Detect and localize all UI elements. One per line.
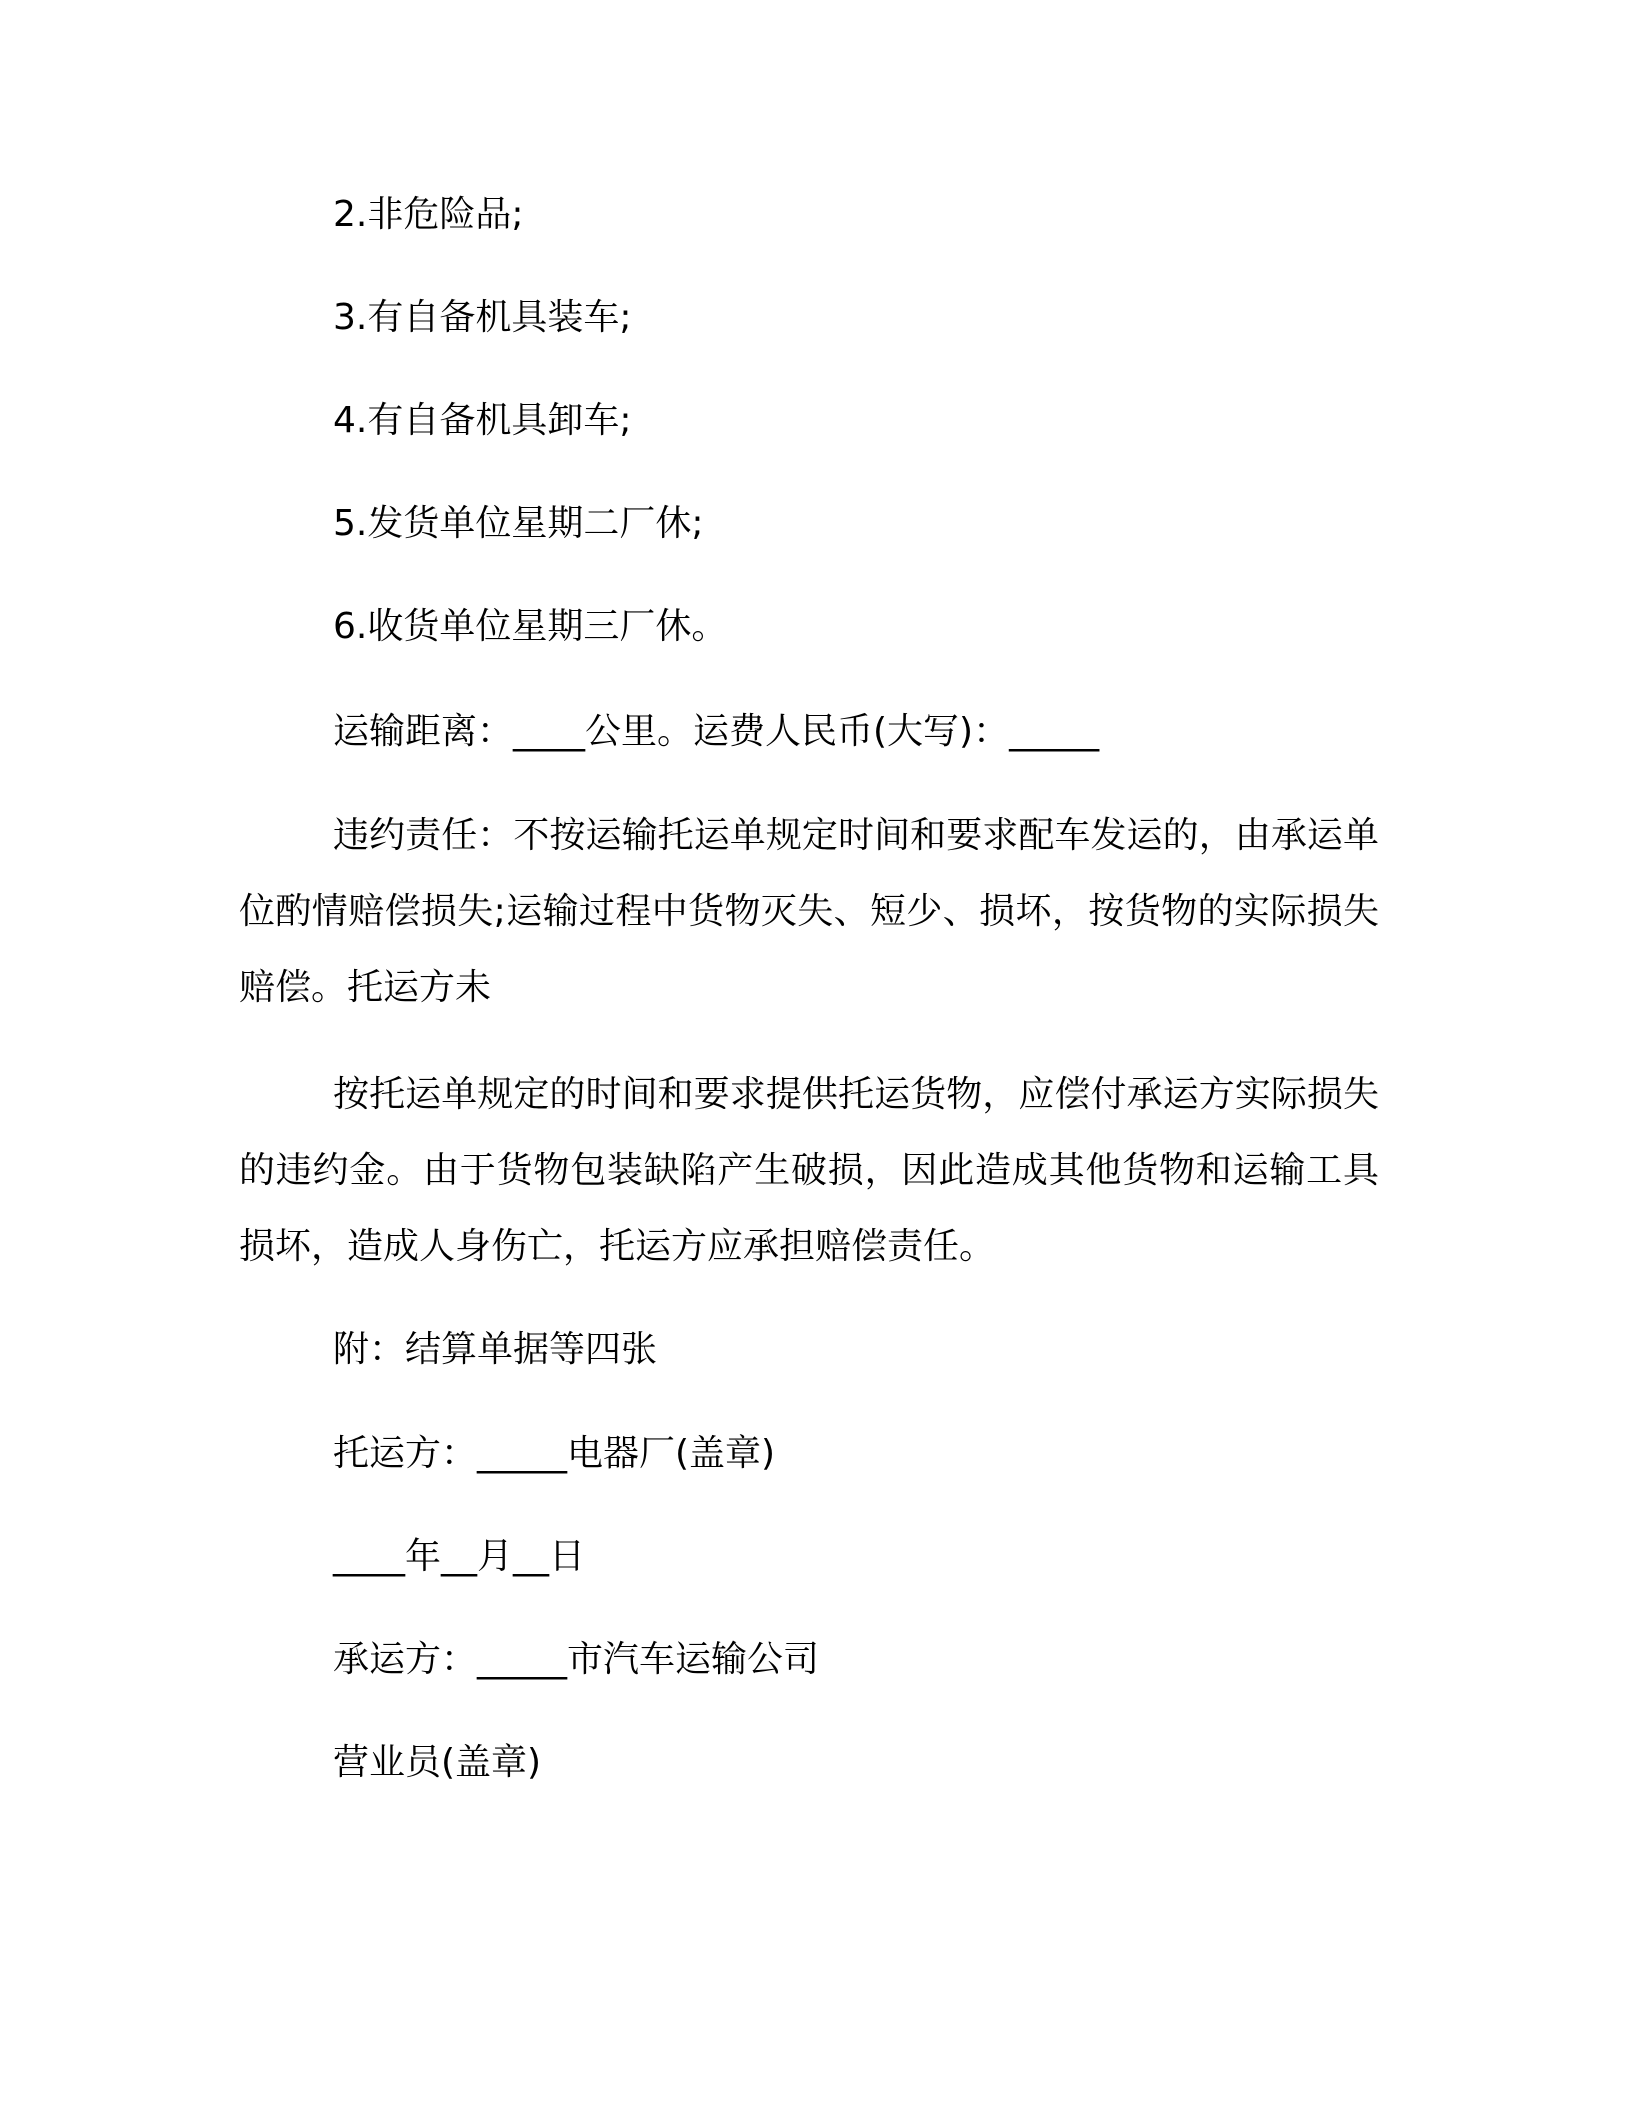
carrier-signature-line: 承运方：_____市汽车运输公司: [333, 1639, 820, 1680]
item-self-unloading: 4.有自备机具卸车;: [333, 400, 632, 441]
date-line: ____年__月__日: [333, 1536, 586, 1577]
liability-continuation-paragraph: 按托运单规定的时间和要求提供托运货物，应偿付承运方实际损失的违约金。由于货物包装缺陷产生破损，因此造成其他货物和运输工具损坏，造成人身伤亡，托运方应承担赔偿责任。: [239, 1074, 1379, 1267]
distance-fee-line: 运输距离：____公里。运费人民币(大写)：_____: [333, 711, 1100, 752]
item-shipper-holiday: 5.发货单位星期二厂休;: [333, 503, 704, 544]
item-non-hazardous: 2.非危险品;: [333, 194, 524, 235]
liability-paragraph: 违约责任：不按运输托运单规定时间和要求配车发运的，由承运单位酌情赔偿损失;运输过程中货物灭失、短少、损坏，按货物的实际损失赔偿。托运方未: [239, 815, 1379, 1008]
clerk-signature-line: 营业员(盖章): [333, 1742, 542, 1783]
attachment-line: 附：结算单据等四张: [333, 1329, 658, 1370]
item-self-loading: 3.有自备机具装车;: [333, 297, 632, 338]
item-receiver-holiday: 6.收货单位星期三厂休。: [333, 606, 728, 647]
shipper-signature-line: 托运方：_____电器厂(盖章): [333, 1433, 776, 1474]
